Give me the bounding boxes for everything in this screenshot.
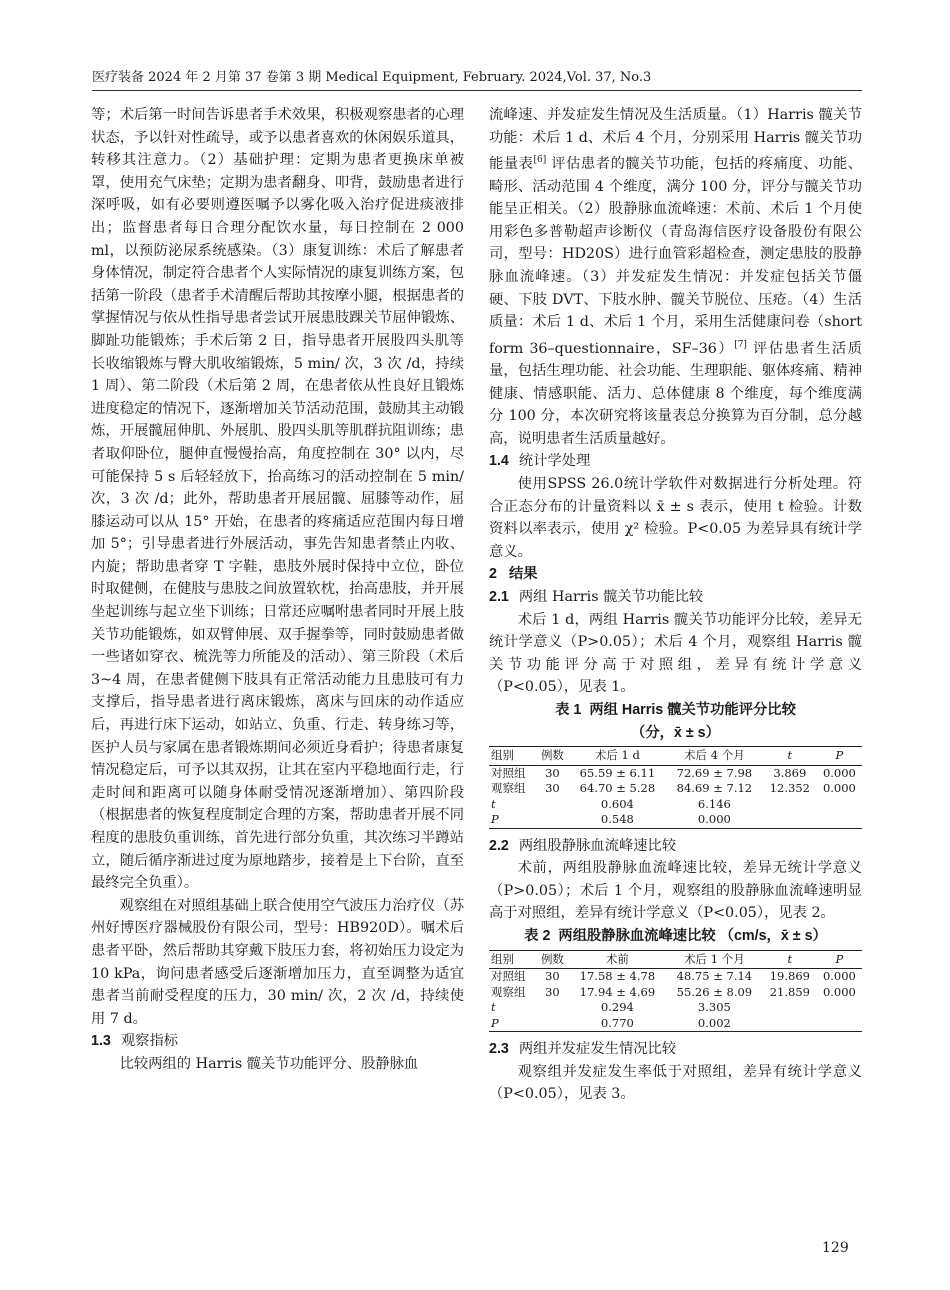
paragraph: 术后 1 d，两组 Harris 髋关节功能评分比较，差异无统计学意义（P>0.05）；术后 4 个月，观察组 Harris 髋关节功能评分高于对照组，差异有统计学意义（P<0.05），见表 1。: [489, 611, 862, 696]
paragraph-text: 流峰速、并发症发生情况及生活质量。（1）Harris 髋关节功能：术后 1 d、术后 4 个月，分别采用 Harris 髋关节功能量表: [489, 107, 862, 172]
paragraph: 观察组在对照组基础上联合使用空气波压力治疗仪（苏州好博医疗器械股份有限公司，型号：HB920D）。嘱术后患者平卧，然后帮助其穿戴下肢压力套，将初始压力设定为 10 kPa，询问患者感受后逐渐增加压力，直至调整为适宜患者当前耐受程度的压力，30 min/ 次，2 次 /d，持续使用 7 d。: [91, 897, 464, 1027]
table-header: P: [817, 747, 862, 766]
table-cell: [817, 812, 862, 828]
section-number: 1.4: [489, 453, 509, 470]
paragraph-text: 评估患者的髋关节功能，包括的疼痛度、功能、畸形、活动范围 4 个维度，满分 100 分，评分与髋关节功能呈正相关。（2）股静脉血流峰速：术前、术后 1 个月使用彩色多普勒超声诊断仪（青岛海信医疗设备股份有限公司，型号：HD20S）进行血管彩超检查，测定患肢的股静脉血流峰速。（3）并发症发生情况：并发症包括关节僵硬、下肢 DVT、下肢水肿、髋关节脱位、压疮。（4）生活质量：术后 1 d、术后 1 个月，采用生活健康问卷（short form 36–questionnaire，SF–36）: [489, 155, 863, 357]
citation: [6]: [533, 155, 547, 166]
table-cell: [536, 797, 569, 813]
section-heading-2: [489, 563, 862, 586]
section-title: 两组 Harris 髋关节功能比较: [518, 589, 704, 605]
table-cell: 0.000: [822, 984, 856, 999]
paragraph: 观察组并发症发生率低于对照组，差异有统计学意义（P<0.05），见表 3。: [489, 1063, 862, 1103]
section-heading-1-3: [91, 1030, 464, 1053]
table-cell: P: [489, 812, 536, 828]
section-title: 统计学处理: [518, 453, 591, 470]
table-cell: [817, 1016, 862, 1032]
table-cell: t: [491, 796, 496, 811]
table-cell: P: [489, 1016, 536, 1032]
table-header: 术后 4 个月: [666, 747, 763, 766]
table-cell: [817, 1000, 862, 1016]
table-cell: 观察组: [491, 781, 526, 796]
table-cell: 48.75 ± 7.14: [676, 969, 753, 984]
table-header: 组别: [489, 950, 536, 969]
table-cell: 17.94 ± 4.69: [579, 984, 656, 999]
paragraph: 比较两组的 Harris 髋关节功能评分、股静脉血: [119, 1055, 419, 1072]
section-title: 两组并发症发生情况比较: [518, 1041, 677, 1058]
right-column: [489, 104, 862, 1106]
table-cell: 对照组: [491, 765, 526, 780]
table-cell: 0.000: [666, 812, 763, 828]
table-cell: 30: [545, 781, 560, 796]
table-cell: 0.000: [822, 969, 856, 984]
table-row: [489, 1000, 862, 1016]
table-row: [489, 969, 862, 985]
table-cell: [817, 797, 862, 813]
table-cell: 0.294: [600, 1000, 634, 1015]
table-row: [489, 985, 862, 1001]
table-row: [489, 781, 862, 797]
table-cell: 72.69 ± 7.98: [676, 765, 753, 780]
paragraph: 使用SPSS 26.0统计学软件对数据进行分析处理。符合正态分布的计量资料以 x̄ ± s 表示，使用 t 检验。计数资料以率表示，使用 χ² 检验。P<0.05 为差异具有统计学意义。: [489, 476, 862, 560]
table-cell: 30: [545, 765, 560, 780]
table-cell: 对照组: [491, 969, 526, 984]
table-cell: 3.305: [697, 1000, 731, 1015]
table-cell: 观察组: [491, 984, 526, 999]
table-cell: 6.146: [697, 796, 731, 811]
table-header: 组别: [489, 747, 536, 766]
table-cell: [536, 812, 569, 828]
table-number: 表 2: [524, 928, 551, 945]
table-header: 例数: [536, 747, 569, 766]
table-cell: 84.69 ± 7.12: [676, 781, 753, 796]
table-1: [489, 746, 862, 829]
section-title: 观察指标: [120, 1033, 179, 1050]
table-cell: 0.604: [600, 796, 634, 811]
table-title: 两组 Harris 髋关节功能评分比较: [589, 701, 796, 718]
header-rule: [92, 90, 862, 91]
table-2: [489, 950, 862, 1033]
table-unit: （cm/s，x̄ ± s）: [719, 928, 827, 945]
section-number: 2.3: [489, 1041, 509, 1058]
table-header: t: [763, 950, 817, 969]
table-2-caption: [489, 925, 862, 948]
table-header: 术后 1 d: [569, 747, 666, 766]
table-cell: 0.002: [666, 1016, 763, 1032]
table-header: P: [817, 950, 862, 969]
table-cell: [763, 1016, 817, 1032]
table-cell: 0.770: [569, 1016, 666, 1032]
table-row: [489, 797, 862, 813]
paragraph-text: 评估患者生活质量，包括生理功能、社会功能、生理职能、躯体疼痛、精神健康、情感职能、活力、总体健康 8 个维度，每个维度满分 100 分，本次研究将该量表总分换算为百分制，总分越高，说明患者生活质量越好。: [489, 340, 863, 447]
section-heading-2-3: [489, 1038, 862, 1061]
table-cell: [763, 812, 817, 828]
running-header: 医疗装备 2024 年 2 月第 37 卷第 3 期 Medical Equipment, February. 2024,Vol. 37, No.3: [92, 70, 652, 85]
table-cell: 17.58 ± 4.78: [579, 969, 656, 984]
table-title: 两组股静脉血流峰速比较: [558, 928, 716, 945]
table-cell: 55.26 ± 8.09: [676, 984, 753, 999]
section-number: 2.1: [489, 589, 509, 605]
left-column: [91, 104, 464, 1076]
table-cell: 0.000: [822, 781, 856, 796]
paragraph: 术前，两组股静脉血流峰速比较，差异无统计学意义（P>0.05）；术后 1 个月，观察组的股静脉血流峰速明显高于对照组，差异有统计学意义（P<0.05），见表 2。: [489, 860, 862, 922]
section-number: 2: [489, 566, 497, 583]
section-number: 2.2: [489, 837, 509, 854]
citation: [7]: [734, 339, 747, 350]
table-number: 表 1: [555, 701, 582, 718]
table-header: t: [763, 747, 817, 766]
table-cell: 0.548: [569, 812, 666, 828]
table-1-caption: [489, 699, 862, 722]
table-cell: 12.352: [769, 781, 810, 796]
table-cell: [763, 797, 817, 813]
section-heading-2-2: [489, 835, 862, 858]
table-row: [489, 1016, 862, 1032]
table-cell: 65.59 ± 6.11: [579, 765, 656, 780]
paragraph: [489, 104, 862, 450]
table-cell: [536, 1000, 569, 1016]
section-title: 结果: [508, 566, 538, 583]
table-cell: 0.000: [822, 765, 856, 780]
table-header: 术后 1 个月: [666, 950, 763, 969]
table-cell: 64.70 ± 5.28: [579, 781, 656, 796]
section-heading-2-1: [489, 586, 862, 609]
table-cell: 21.859: [769, 984, 810, 999]
table-header: 例数: [536, 950, 569, 969]
table-cell: [763, 1000, 817, 1016]
table-cell: t: [491, 1000, 496, 1015]
table-row: [489, 812, 862, 828]
table-cell: 30: [545, 984, 560, 999]
section-heading-1-4: [489, 450, 862, 473]
table-header: 术前: [569, 950, 666, 969]
table-cell: 30: [545, 969, 560, 984]
paragraph: 等；术后第一时间告诉患者手术效果，积极观察患者的心理状态，予以针对性疏导，或予以患者喜欢的休闲娱乐道具，转移其注意力。（2）基础护理：定期为患者更换床单被罩，使用充气床垫；定期为患者翻身、叩背，鼓励患者进行深呼吸，如有必要则遵医嘱予以雾化吸入治疗促进痰液排出；监督患者每日合理分配饮水量，每日控制在 2 000 ml，以预防泌尿系统感染。（3）康复训练：术后了解患者身体情况，制定符合患者个人实际情况的康复训练方案，包括第一阶段（患者手术清醒后帮助其按摩小腿，根据患者的掌握情况与依从性指导患者尝试开展患肢踝关节屈伸锻炼、脚趾功能锻炼；手术后第 2 日，指导患者开展股四头肌等长收缩锻炼与臀大肌收缩锻炼，5 min/ 次，3 次 /d，持续 1 周）、第二阶段（术后第 2 周，在患者依从性良好且锻炼进度稳定的情况下，逐渐增加关节活动范围，鼓励其主动锻炼，开展髋屈伸肌、外展肌、股四头肌等肌群抗阻训练；患者取仰卧位，腿伸直慢慢抬高，角度控制在 30° 以内，尽可能保持 5 s 后轻轻放下，抬高练习的活动控制在 5 min/ 次，3 次 /d；此外，帮助患者开展屈髋、屈膝等动作，屈膝运动可以从 15° 开始，在患者的疼痛适应范围内每日增加 5°；引导患者进行外展活动，事先告知患者禁止内收、内旋；帮助患者穿 T 字鞋，患肢外展时保持中立位，卧位时取健侧，在健肢与患肢之间放置软枕，抬高患肢，并开展坐起训练与起立坐下训练；日常还应嘱咐患者同时开展上肢关节功能锻炼，如双臂伸展、双手握拳等，同时鼓励患者做一些诸如穿衣、梳洗等力所能及的活动）、第三阶段（术后 3~4 周，在患者健侧下肢具有正常活动能力且患肢可有力支撑后，指导患者进行离床锻炼，离床与回床的动作适应后，再进行床下运动，如站立、负重、行走、转身练习等，医护人员与家属在患者锻炼期间必须近身看护；待患者康复情况稳定后，可予以其双拐，让其在室内平稳地面行走，行走时间和距离可以随身体耐受情况逐渐增加）、第四阶段（根据患者的恢复程度制定合理的方案，帮助患者开展不同程度的患肢负重训练，首先进行部分负重，其次练习半蹲站立，随后循序渐进过度为原地踏步，接着是上下台阶，直至最终完全负重）。: [91, 107, 464, 892]
table-cell: 3.869: [773, 765, 807, 780]
section-number: 1.3: [91, 1033, 111, 1050]
table-cell: [536, 1016, 569, 1032]
section-title: 两组股静脉血流峰速比较: [518, 837, 677, 854]
table-row: [489, 765, 862, 781]
table-cell: 19.869: [769, 969, 810, 984]
page-number: 129: [822, 1240, 849, 1256]
table-1-unit: （分，x̄ ± s）: [631, 724, 720, 741]
